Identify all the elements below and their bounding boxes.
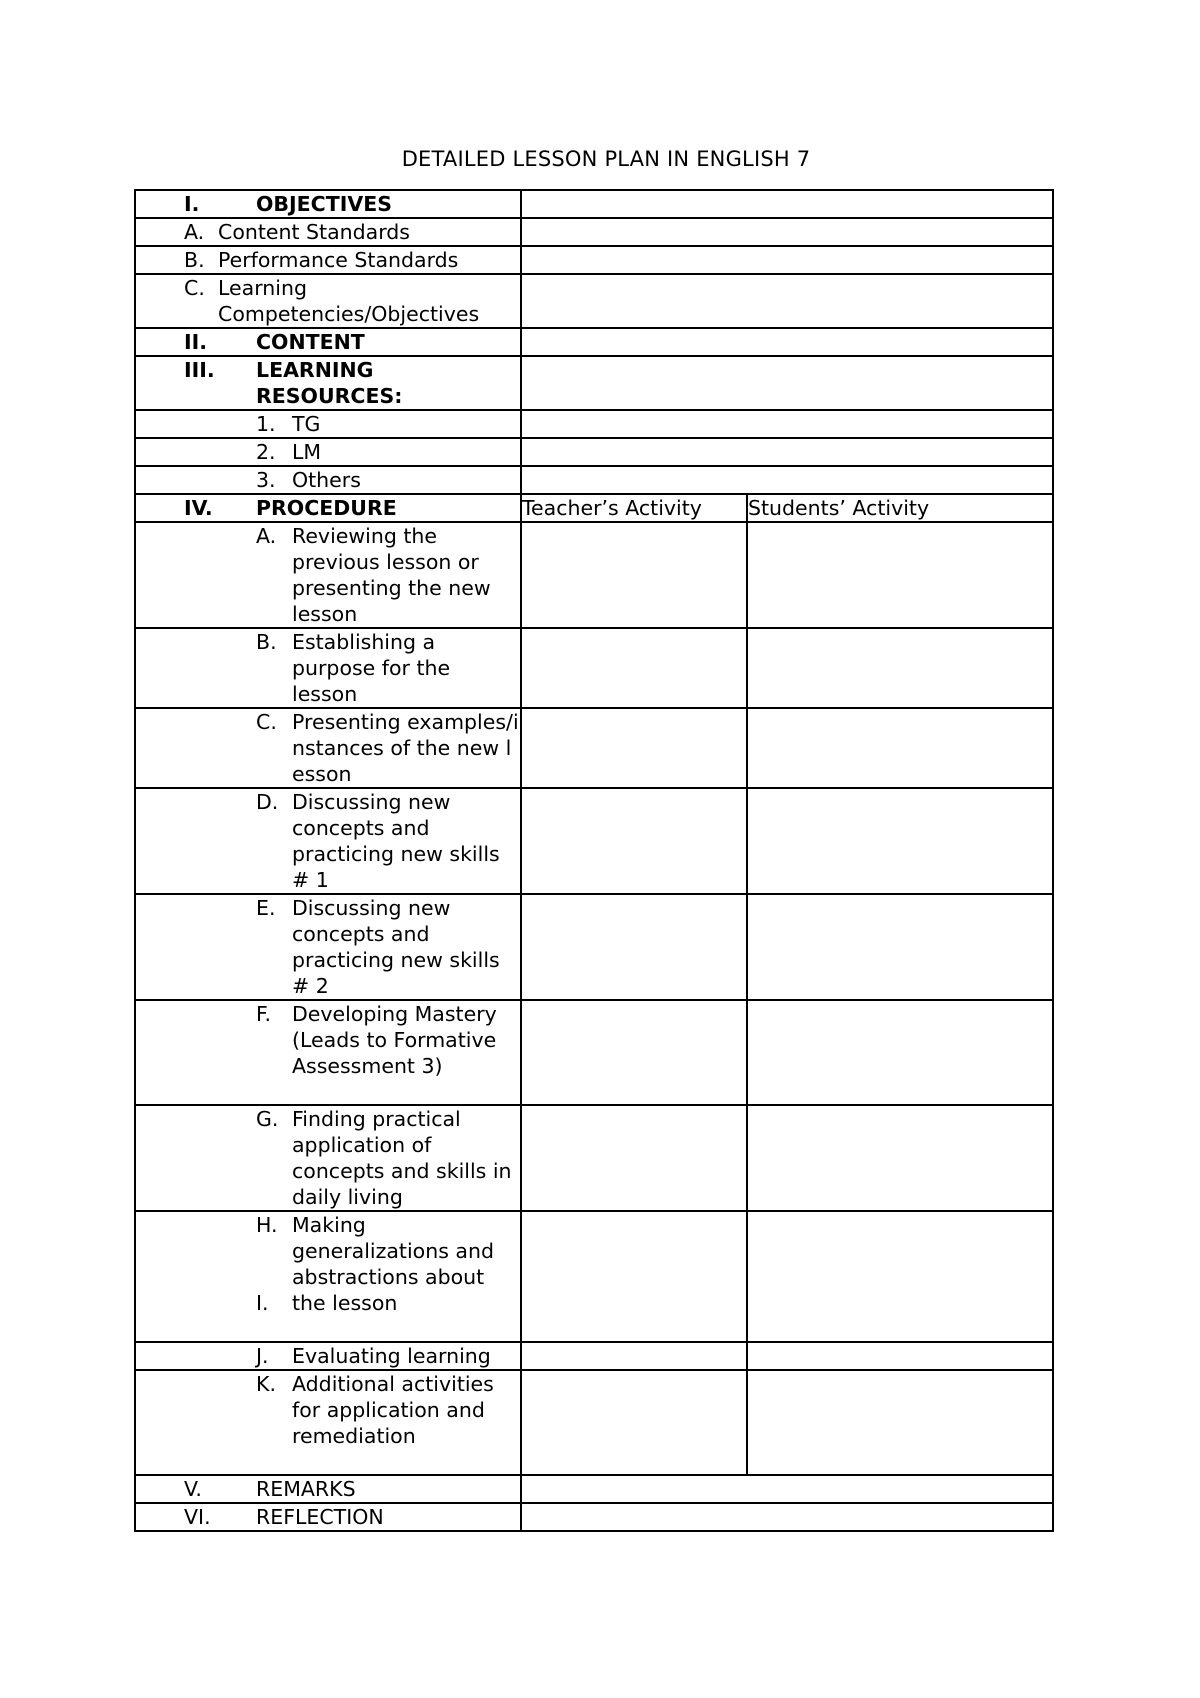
procedure-step-row: [135, 894, 1053, 1000]
students-activity-header: Students’ Activity: [747, 494, 1053, 522]
students-activity-cell[interactable]: [747, 1211, 1053, 1342]
content-standards-entry-cell[interactable]: [521, 218, 1053, 246]
step-letter: C.: [256, 710, 277, 734]
section-number: II.: [184, 330, 208, 354]
section-label: CONTENT: [256, 330, 365, 354]
teacher-activity-cell[interactable]: [521, 1000, 747, 1105]
teacher-activity-cell[interactable]: [521, 1105, 747, 1211]
step-label: Developing Mastery (Leads to Formative Assessment 3): [292, 1002, 497, 1078]
resource-number: 3.: [256, 468, 276, 492]
performance-standards-entry-cell[interactable]: [521, 246, 1053, 274]
lesson-plan-table: [134, 189, 1054, 1532]
objectives-entry-cell[interactable]: [521, 190, 1053, 218]
learning-resources-row: [135, 356, 1053, 410]
step-letter: J.: [256, 1344, 269, 1368]
resource-label: LM: [292, 440, 322, 464]
item-letter: A.: [184, 220, 205, 244]
reflection-entry-cell[interactable]: [521, 1503, 1053, 1531]
remarks-row: [135, 1475, 1053, 1503]
procedure-step-row: [135, 708, 1053, 788]
objectives-row: [135, 190, 1053, 218]
resource-others-entry-cell[interactable]: [521, 466, 1053, 494]
step-letter: I.: [256, 1291, 269, 1315]
procedure-step-row: [135, 1342, 1053, 1370]
item-label: Content Standards: [218, 220, 410, 244]
students-activity-cell[interactable]: [747, 628, 1053, 708]
step-letter: G.: [256, 1107, 279, 1131]
section-number: III.: [184, 358, 215, 382]
section-label: LEARNING RESOURCES:: [256, 358, 403, 408]
students-activity-cell[interactable]: [747, 1105, 1053, 1211]
remarks-entry-cell[interactable]: [521, 1475, 1053, 1503]
resource-others-row: [135, 466, 1053, 494]
step-label: Additional activities for application and remediation: [292, 1372, 494, 1448]
section-label: REMARKS: [256, 1477, 356, 1501]
step-label: Finding practical application of concepts and skills in daily living: [292, 1107, 512, 1209]
step-letter: B.: [256, 630, 277, 654]
item-label: Learning Competencies/Objectives: [218, 276, 480, 326]
students-activity-cell[interactable]: [747, 522, 1053, 628]
section-number: VI.: [184, 1505, 211, 1529]
procedure-step-row: [135, 522, 1053, 628]
resource-tg-entry-cell[interactable]: [521, 410, 1053, 438]
resource-label: Others: [292, 468, 361, 492]
procedure-step-row: [135, 628, 1053, 708]
resource-tg-row: [135, 410, 1053, 438]
resource-lm-entry-cell[interactable]: [521, 438, 1053, 466]
teacher-activity-cell[interactable]: [521, 788, 747, 894]
step-label: the lesson: [292, 1291, 398, 1315]
procedure-step-row: [135, 1370, 1053, 1475]
step-label: Making generalizations and abstractions about: [292, 1213, 494, 1289]
section-label: OBJECTIVES: [256, 192, 392, 216]
procedure-step-row: [135, 1211, 1053, 1342]
document-title: DETAILED LESSON PLAN IN ENGLISH 7: [401, 147, 811, 171]
content-entry-cell[interactable]: [521, 328, 1053, 356]
students-activity-cell[interactable]: [747, 1342, 1053, 1370]
resource-lm-row: [135, 438, 1053, 466]
teacher-activity-cell[interactable]: [521, 628, 747, 708]
item-letter: C.: [184, 276, 205, 300]
students-activity-cell[interactable]: [747, 708, 1053, 788]
students-activity-cell[interactable]: [747, 894, 1053, 1000]
step-letter: D.: [256, 790, 279, 814]
item-label: Performance Standards: [218, 248, 459, 272]
content-row: [135, 328, 1053, 356]
step-label: Discussing new concepts and practicing new skills # 2: [292, 896, 500, 998]
section-label: PROCEDURE: [256, 496, 397, 520]
item-letter: B.: [184, 248, 205, 272]
procedure-header-row: [135, 494, 1053, 522]
step-letter: H.: [256, 1213, 278, 1237]
section-number: IV.: [184, 496, 213, 520]
learning-competencies-row: [135, 274, 1053, 328]
procedure-step-row: [135, 1000, 1053, 1105]
learning-resources-entry-cell[interactable]: [521, 356, 1053, 410]
step-label: Discussing new concepts and practicing new skills # 1: [292, 790, 500, 892]
resource-number: 2.: [256, 440, 276, 464]
step-label: Establishing a purpose for the lesson: [292, 630, 451, 706]
step-label: Evaluating learning: [292, 1344, 491, 1368]
content-standards-row: [135, 218, 1053, 246]
step-letter: K.: [256, 1372, 276, 1396]
teacher-activity-cell[interactable]: [521, 522, 747, 628]
step-letter: A.: [256, 524, 277, 548]
step-letter: F.: [256, 1002, 272, 1026]
section-number: I.: [184, 192, 200, 216]
teacher-activity-cell[interactable]: [521, 1342, 747, 1370]
teacher-activity-header: Teacher’s Activity: [521, 494, 747, 522]
teacher-activity-cell[interactable]: [521, 1370, 747, 1475]
resource-label: TG: [292, 412, 321, 436]
procedure-step-row: [135, 788, 1053, 894]
performance-standards-row: [135, 246, 1053, 274]
step-letter: E.: [256, 896, 276, 920]
students-activity-cell[interactable]: [747, 1370, 1053, 1475]
reflection-row: [135, 1503, 1053, 1531]
section-number: V.: [184, 1477, 202, 1501]
teacher-activity-cell[interactable]: [521, 1211, 747, 1342]
section-label: REFLECTION: [256, 1505, 384, 1529]
teacher-activity-cell[interactable]: [521, 708, 747, 788]
step-label: Reviewing the previous lesson or presenting the new lesson: [292, 524, 491, 626]
students-activity-cell[interactable]: [747, 788, 1053, 894]
step-label: Presenting examples/instances of the new lesson: [292, 710, 519, 786]
students-activity-cell[interactable]: [747, 1000, 1053, 1105]
teacher-activity-cell[interactable]: [521, 894, 747, 1000]
resource-number: 1.: [256, 412, 276, 436]
learning-competencies-entry-cell[interactable]: [521, 274, 1053, 328]
procedure-step-row: [135, 1105, 1053, 1211]
